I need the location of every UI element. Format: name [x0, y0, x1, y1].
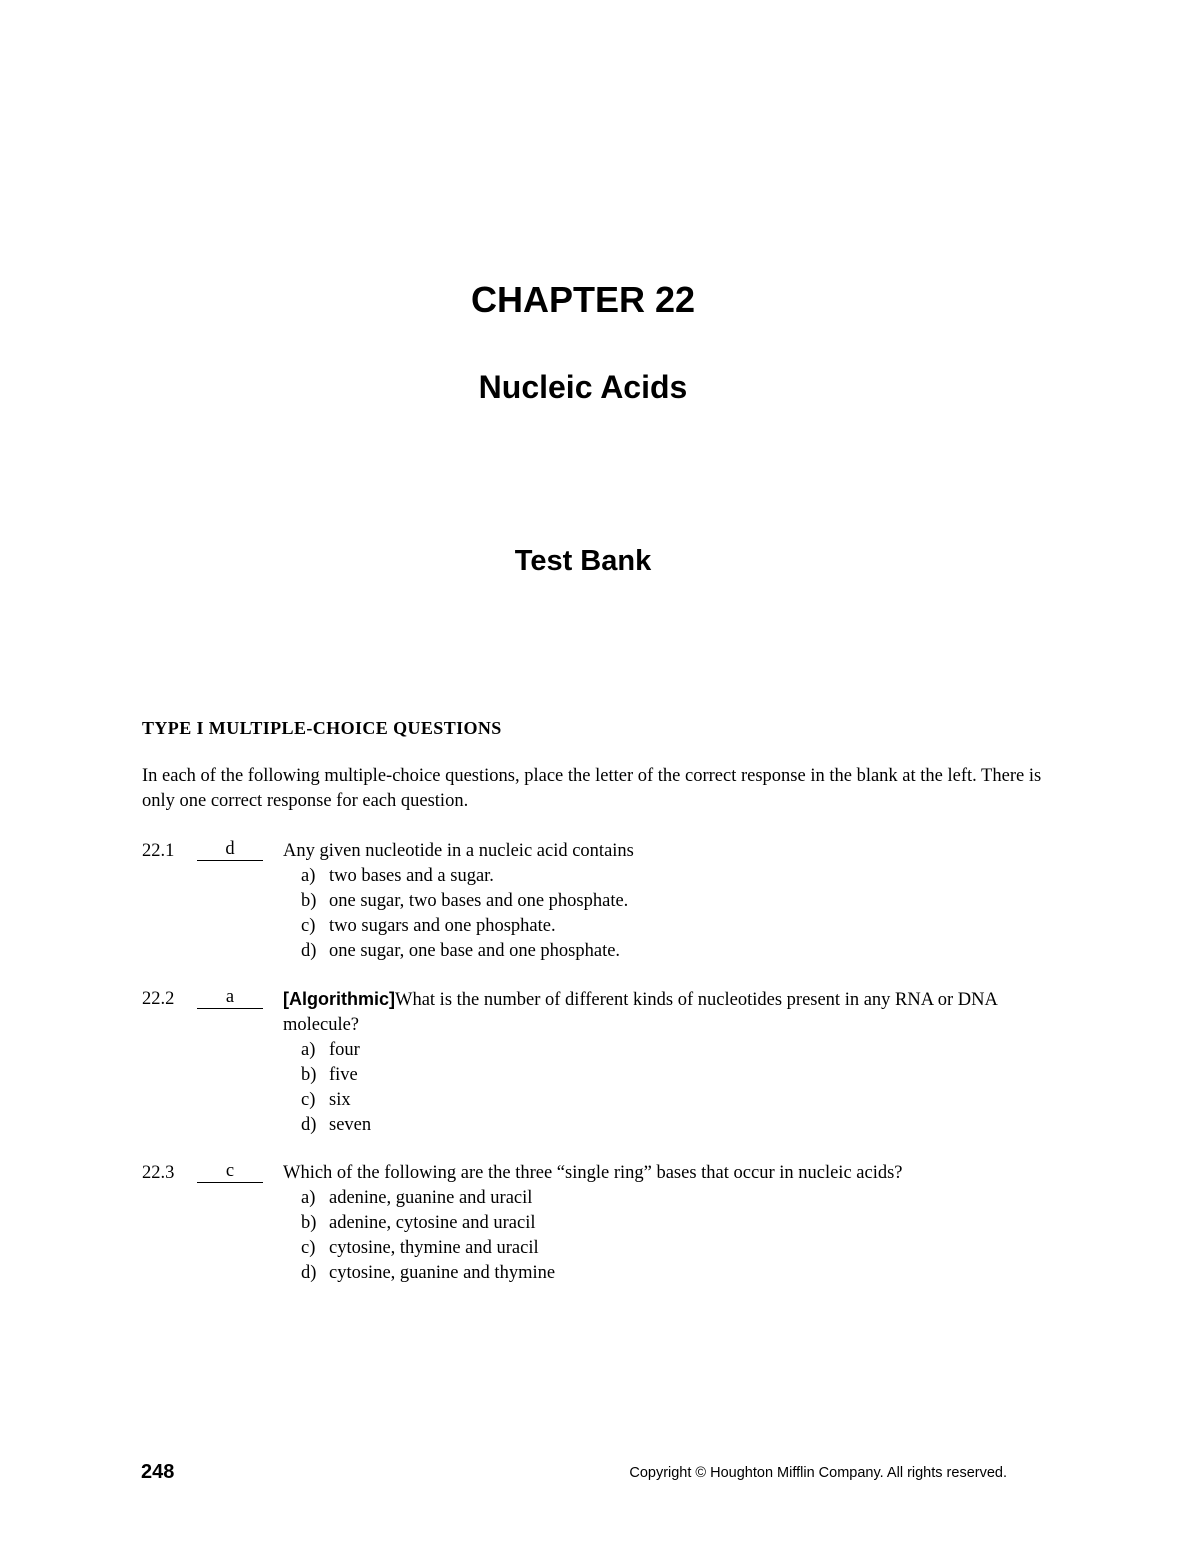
question-number: 22.1 — [142, 841, 175, 861]
option-letter: a) — [301, 1188, 316, 1208]
question-text-content: What is the number of different kinds of nucleotides present in any RNA or DNA molecule? — [283, 990, 997, 1035]
option-a — [301, 1038, 1023, 1063]
question-number: 22.2 — [142, 989, 175, 1009]
option-letter: a) — [301, 866, 316, 886]
section-title: Test Bank — [514, 545, 652, 577]
page-number: 248 — [141, 1461, 175, 1483]
option-text: two bases and a sugar. — [329, 866, 494, 886]
instructions-paragraph: In each of the following multiple-choice questions, place the letter of the correct response in the blank at the left. There is only one correct response for each question. — [142, 766, 1042, 811]
option-b — [301, 1211, 1023, 1236]
option-c — [301, 1236, 1023, 1261]
option-list — [283, 1038, 1023, 1138]
chapter-title: CHAPTER 22 — [470, 279, 696, 320]
option-letter: c) — [301, 1238, 316, 1258]
option-letter: b) — [301, 1065, 317, 1085]
option-d — [301, 1113, 1023, 1138]
question-body — [283, 987, 1023, 1138]
option-letter: d) — [301, 1115, 317, 1135]
question-text-content: Which of the following are the three “single ring” bases that occur in nucleic acids? — [283, 1163, 903, 1183]
option-d — [301, 1261, 1023, 1286]
option-text: seven — [329, 1115, 372, 1135]
question-body — [283, 839, 1023, 964]
option-letter: d) — [301, 941, 317, 961]
option-letter: c) — [301, 916, 316, 936]
option-list — [283, 864, 1023, 964]
option-text: six — [329, 1090, 351, 1110]
option-letter: b) — [301, 1213, 317, 1233]
option-text: one sugar, one base and one phosphate. — [329, 941, 621, 961]
answer-blank: a — [197, 987, 263, 1009]
question-22-3 — [142, 1161, 1042, 1286]
option-text: two sugars and one phosphate. — [329, 916, 556, 936]
question-text — [283, 987, 1023, 1038]
option-text: five — [329, 1065, 358, 1085]
answer-blank: d — [197, 839, 263, 861]
option-letter: c) — [301, 1090, 316, 1110]
algorithmic-tag: [Algorithmic] — [283, 989, 395, 1009]
option-b — [301, 1063, 1023, 1088]
question-body — [283, 1161, 1023, 1286]
option-b — [301, 889, 1023, 914]
question-22-2 — [142, 987, 1042, 1138]
chapter-subtitle: Nucleic Acids — [478, 369, 688, 405]
option-letter: a) — [301, 1040, 316, 1060]
option-text: cytosine, thymine and uracil — [329, 1238, 539, 1258]
answer-blank: c — [197, 1161, 263, 1183]
option-text: one sugar, two bases and one phosphate. — [329, 891, 629, 911]
option-text: adenine, guanine and uracil — [329, 1188, 533, 1208]
option-a — [301, 1186, 1023, 1211]
question-number: 22.3 — [142, 1163, 175, 1183]
option-letter: b) — [301, 891, 317, 911]
question-text — [283, 839, 1023, 864]
option-c — [301, 1088, 1023, 1113]
option-text: adenine, cytosine and uracil — [329, 1213, 536, 1233]
option-text: four — [329, 1040, 360, 1060]
option-text: cytosine, guanine and thymine — [329, 1263, 556, 1283]
option-a — [301, 864, 1023, 889]
option-list — [283, 1186, 1023, 1286]
question-text-content: Any given nucleotide in a nucleic acid contains — [283, 841, 634, 861]
question-type-heading: TYPE I MULTIPLE-CHOICE QUESTIONS — [142, 718, 502, 738]
question-text — [283, 1161, 1023, 1186]
copyright-notice: Copyright © Houghton Mifflin Company. All rights reserved. — [629, 1465, 1007, 1481]
question-22-1 — [142, 839, 1042, 964]
option-d — [301, 939, 1023, 964]
option-c — [301, 914, 1023, 939]
option-letter: d) — [301, 1263, 317, 1283]
